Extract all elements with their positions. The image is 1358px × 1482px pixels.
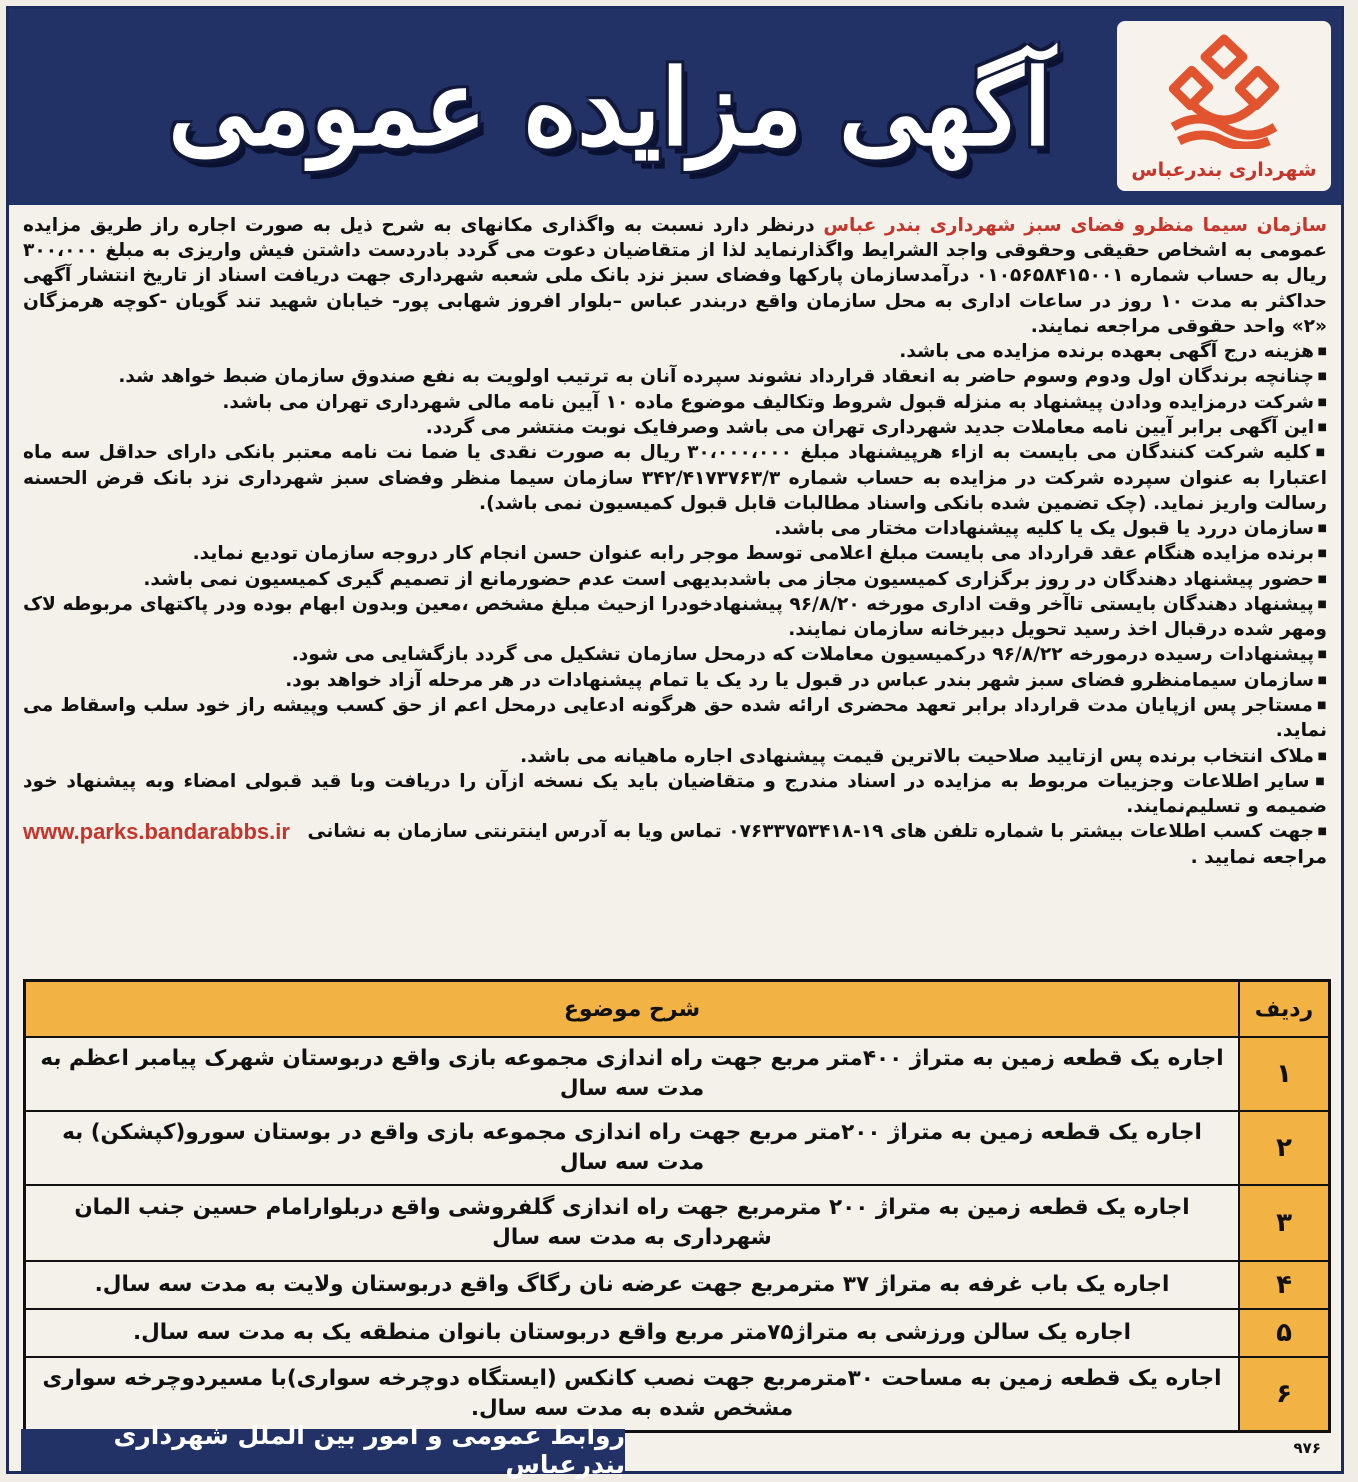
- row-description: اجاره یک قطعه زمین به مساحت ۳۰مترمربع جهت نصب کانکس (ایستگاه دوچرخه سواری)با مسیردوچرخه سواری مشخص شده به مدت سه سال.: [25, 1357, 1240, 1432]
- row-number: ۱: [1239, 1037, 1330, 1111]
- condition-item: ■ کلیه شرکت کنندگان می بایست به ازاء هرپیشنهاد مبلغ ۳۰،۰۰۰،۰۰۰ ریال به صورت نقدی یا ضما نت نامه معتبر بانکی دارای حداقل سه ماه اعتبارا به عنوان سپرده شرکت در مزایده به حساب شماره ۳۴۲/۴۱۷۳۷۶۳/۳ سازمان سیما منظر وفضای سبز شهرداری نزد بانک قرض الحسنه رسالت واریز نماید. (چک تضمین شده بانکی واسناد مطالبات قابل قبول کمیسیون نمی باشد).: [23, 440, 1327, 516]
- table-row: [25, 1037, 1330, 1111]
- notice-title: آگهی مزایده عمومی: [168, 45, 1052, 169]
- row-number: ۵: [1239, 1309, 1330, 1357]
- contact-tail: مراجعه نمایید .: [1190, 846, 1327, 868]
- condition-item: ■ مستاجر پس ازپایان مدت قرارداد برابر تعهد محضری ارائه شده حق هرگونه ادعایی درمحل اعم از حق کسب وپیشه راز خود سلب واسقاط می نماید.: [23, 693, 1327, 744]
- municipality-logo: [1117, 21, 1331, 191]
- table-row: [25, 1185, 1330, 1261]
- condition-item: ■ سازمان دررد یا قبول یک یا کلیه پیشنهادات مختار می باشد.: [23, 516, 1327, 541]
- intro-paragraph: [23, 213, 1327, 339]
- contact-text: جهت کسب اطلاعات بیشتر با شماره تلفن های ۱۹-۰۷۶۳۳۷۵۳۴۱۸ تماس ویا به آدرس اینترنتی سازمان به نشانی: [307, 821, 1315, 843]
- table-row: [25, 1261, 1330, 1309]
- condition-item: ■ شرکت درمزایده ودادن پیشنهاد به منزله قبول شروط وتکالیف موضوع ماده ۱۰ آیین نامه مالی شهرداری تهران می باشد.: [23, 390, 1327, 415]
- website-link[interactable]: www.parks.bandarabbs.ir: [23, 819, 290, 845]
- condition-item: ■ سازمان سیمامنظرو فضای سبز شهر بندر عباس در قبول یا رد یک یا تمام پیشنهادات در هر مرحله آزاد خواهد بود.: [23, 668, 1327, 693]
- condition-item: ■ پیشنهاد دهندگان بایستی تاآخر وقت اداری مورخه ۹۶/۸/۲۰ پیشنهادخودرا ازحیث مبلغ مشخص ،معین وبدون ابهام بوده ودر پاکتهای مربوطه لاک ومهر شده درقبال اخذ رسید تحویل دبیرخانه سازمان نمایند.: [23, 592, 1327, 643]
- condition-item: ■ هزینه درج آگهی بعهده برنده مزایده می باشد.: [23, 339, 1327, 364]
- auction-items-table: [23, 979, 1331, 1433]
- table-header-row: [25, 981, 1330, 1038]
- condition-item: ■ سایر اطلاعات وجزییات مربوط به مزایده در اسناد مندرج و متقاضیان باید یک نسخه ازآن را دریافت وبا قید قبولی امضاء وبه پیشنهاد خود ضمیمه و تسلیم‌نمایند.: [23, 769, 1327, 820]
- condition-item: ■ پیشنهادات رسیده درمورخه ۹۶/۸/۲۲ درکمیسیون معاملات که درمحل سازمان تشکیل می گردد بازگشایی می شود.: [23, 642, 1327, 667]
- row-description: اجاره یک قطعه زمین به متراژ ۲۰۰متر مربع جهت راه اندازی مجموعه بازی واقع در بوستان سورو(کپشکن) به مدت سه سال: [25, 1111, 1240, 1185]
- intro-text: درنظر دارد نسبت به واگذاری مکانهای به شرح ذیل به صورت اجاره راز طریق مزایده عمومی به اشخاص حقیقی وحقوقی واجد الشرایط واگذارنماید لذا از متقاضیان دعوت می گردد بادردست داشتن فیش واریزی به مبلغ ۳۰۰،۰۰۰ ریال به حساب شماره ۰۱۰۵۶۵۸۴۱۵۰۰۱ درآمدسازمان پارکها وفضای سبز نزد بانک ملی شعبه شهرداری جهت دریافت اسناد از تاریخ انتشار آگهی حداکثر به مدت ۱۰ روز در ساعات اداری به محل سازمان واقع دربندر عباس –بلوار افروز شهابی پور- خیابان شهید تند گویان -کوچه هرمزگان «۲» واحد حقوقی مراجعه نمایند.: [23, 215, 1327, 337]
- notice-page: [6, 6, 1344, 1479]
- row-number: ۶: [1239, 1357, 1330, 1432]
- organization-name: سازمان سیما منظرو فضای سبز شهرداری بندر عباس: [823, 215, 1327, 236]
- column-header-row-number: ردیف: [1239, 981, 1330, 1038]
- row-description: اجاره یک باب غرفه به متراژ ۳۷ مترمربع جهت عرضه نان رگاگ واقع دربوستان ولایت به مدت سه سال.: [25, 1261, 1240, 1309]
- row-number: ۳: [1239, 1185, 1330, 1261]
- condition-item: ■ این آگهی برابر آیین نامه معاملات جدید شهرداری تهران می باشد وصرفایک نوبت منتشر می گردد.: [23, 415, 1327, 440]
- table-row: [25, 1309, 1330, 1357]
- logo-caption: شهرداری بندرعباس: [1131, 159, 1317, 181]
- condition-item: ■ چنانچه برندگان اول ودوم وسوم حاضر به انعقاد قرارداد نشوند سپرده آنان به ترتیب اولویت به نفع صندوق سازمان ضبط خواهد شد.: [23, 364, 1327, 389]
- contact-info: [23, 819, 1327, 844]
- condition-item: ■ ملاک انتخاب برنده پس ازتایید صلاحیت بالاترین قیمت پیشنهادی اجاره ماهیانه می باشد.: [23, 744, 1327, 769]
- footer-code: ۹۷۶: [1293, 1439, 1321, 1457]
- condition-item: ■ حضور پیشنهاد دهندگان در روز برگزاری کمیسیون مجاز می باشدبدیهی است عدم حضورمانع از تصمیم گیری کمیسیون نمی باشد.: [23, 567, 1327, 592]
- column-header-description: شرح موضوع: [25, 981, 1240, 1038]
- row-number: ۴: [1239, 1261, 1330, 1309]
- header-banner: [9, 9, 1341, 205]
- table-row: [25, 1111, 1330, 1185]
- row-description: اجاره یک قطعه زمین به متراژ ۲۰۰ مترمربع جهت راه اندازی گلفروشی واقع دربلوارامام حسین جنب المان شهرداری به مدت سه سال: [25, 1185, 1240, 1261]
- row-description: اجاره یک قطعه زمین به متراژ ۴۰۰متر مربع جهت راه اندازی مجموعه بازی واقع دربوستان شهرک پیامبر اعظم به مدت سه سال: [25, 1037, 1240, 1111]
- notice-body: [23, 213, 1327, 870]
- row-description: اجاره یک سالن ورزشی به متراژ۷۵متر مربع واقع دربوستان بانوان منطقه یک به مدت سه سال.: [25, 1309, 1240, 1357]
- row-number: ۲: [1239, 1111, 1330, 1185]
- footer-department: روابط عمومی و امور بین الملل شهرداری بندرعباس: [21, 1429, 625, 1471]
- condition-item: ■ برنده مزایده هنگام عقد قرارداد می بایست مبلغ اعلامی توسط موجر رابه عنوان حسن انجام کار دروجه سازمان تودیع نماید.: [23, 541, 1327, 566]
- municipality-emblem-icon: [1159, 31, 1289, 149]
